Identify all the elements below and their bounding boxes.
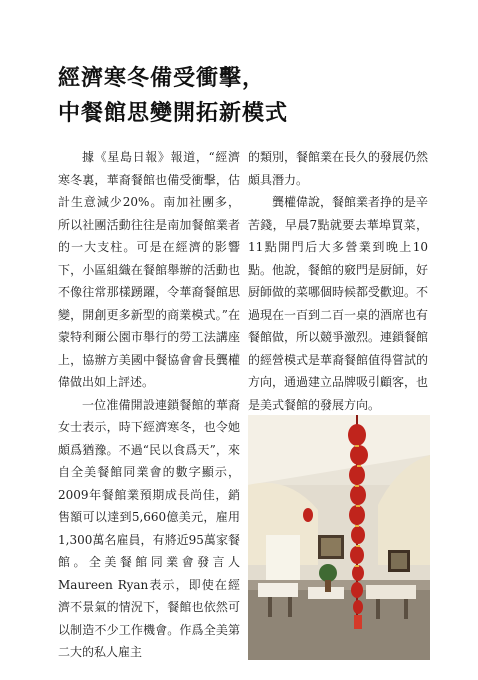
restaurant-interior-image <box>248 415 430 660</box>
paragraph-1: 據《星島日報》報道，“經濟寒冬裏，華裔餐館也備受衝擊，估計生意減少20%。南加社團多，所以社團活動往往是南加餐館業者的一大支柱。可是在經濟的影響下，小區組織在餐館舉辦的活動也不像往常那樣踴躍，令華裔餐館思變，開創更多新型的商業模式。”在蒙特利爾公園市舉行的勞工法講座上，協辦方美國中餐協會會長龔權偉做出如上評述。 <box>58 150 240 389</box>
paragraph-2: 一位准備開設連鎖餐館的華裔女士表示，時下經濟寒冬，也令她頗爲猶豫。不過“民以食爲天”，來自全美餐館同業會的數字顯示，2009年餐館業預期成長尚佳，銷售額可以達到5,660億美元，雇用1,300萬名雇員，有將近95萬家餐館。全美餐館同業會發言人Maureen Ryan表示，即使在經濟不景氣的情況下，餐館也依然可以制造不少工作機會。作爲全美第二大的私人雇主 <box>58 397 240 659</box>
article-title-line-1: 經濟寒冬備受衝擊， <box>58 66 266 91</box>
left-column <box>58 146 240 664</box>
paragraph-3: 龔權偉說，餐館業者挣的是辛苦錢，早晨7點就要去華埠買菜，11點開門后大多營業到晚上10點。他說，餐館的竅門是厨師，好厨師做的菜哪個時候都受歡迎。不過現在一百到二百一桌的酒席也有餐館做，所以競爭激烈。連鎖餐館的經營模式是華裔餐館值得嘗試的方向，通過建立品牌吸引顧客，也是美式餐館的發展方向。 <box>248 195 429 412</box>
paragraph-continuation: 的類別，餐館業在長久的發展仍然頗具潛力。 <box>248 150 429 187</box>
right-column <box>248 146 428 416</box>
restaurant-photo <box>248 415 430 660</box>
article-title-line-2: 中餐館思變開拓新模式 <box>58 101 289 126</box>
